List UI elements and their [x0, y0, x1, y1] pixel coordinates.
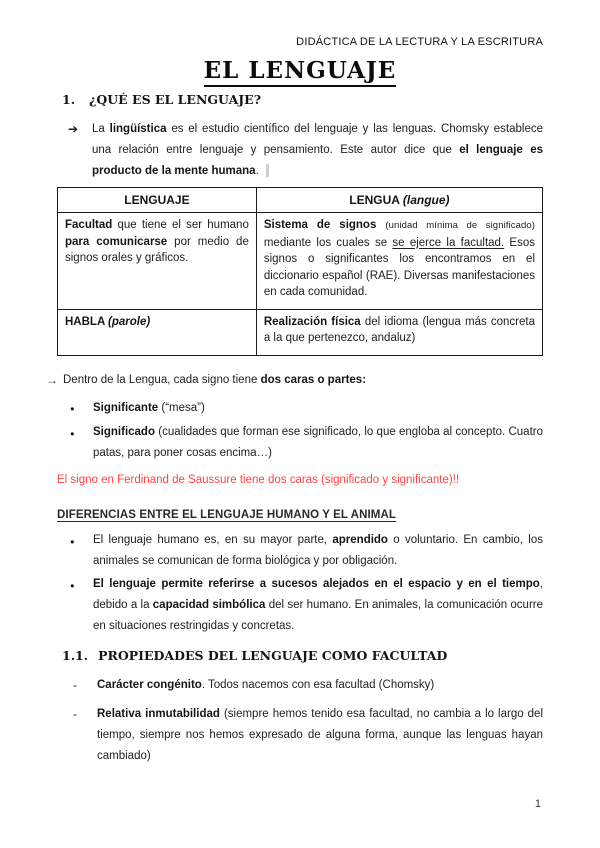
dash-relativa-inmutabilidad: [57, 704, 543, 767]
text-run-bold: dos caras o partes:: [260, 373, 367, 386]
text-run: por medio de signos orales y gráficos.: [65, 235, 249, 264]
text-run-bold-italic: (langue): [402, 193, 450, 207]
intro-paragraph: [57, 119, 543, 182]
intro-paragraph-text: [92, 119, 543, 182]
text-run: (siempre hemos tenido esa facultad, no cambia a lo largo del tiempo, siempre nos hemos expresado de alguna forma, aunque las lenguas hayan cambiado): [97, 708, 543, 762]
dash-caracter-congenito-text: [97, 675, 543, 696]
text-run: que tiene el ser humano: [112, 219, 249, 231]
text-run-bold: lingüística: [109, 123, 167, 135]
text-run-bold: HABLA: [65, 315, 109, 328]
text-run-bold: aprendido: [332, 534, 388, 546]
section-1-title: ¿QUÉ ES EL LENGUAJE?: [89, 92, 262, 107]
bullet-significado-text: [93, 422, 543, 464]
text-run: Dentro de la Lengua, cada signo tiene: [63, 373, 261, 386]
thin-arrow-icon: →: [46, 372, 58, 387]
dash-bullet-icon: -: [73, 678, 77, 692]
text-run-bold: Relativa inmutabilidad: [97, 708, 220, 720]
table-header-row: [58, 188, 543, 213]
bullet-significante-text: [93, 398, 543, 420]
document-title: [57, 57, 543, 87]
table-header-lenguaje: [58, 188, 257, 213]
text-run: (cualidades que forman ese significado, lo que engloba al concepto. Cuatro patas, para poner cosas encima…): [93, 426, 543, 459]
text-run: , debido a la: [93, 578, 543, 611]
text-run-bold: Realización física: [263, 315, 361, 328]
bullet-dot-icon: ●: [70, 428, 75, 438]
cell-realizacion-fisica: [256, 309, 542, 355]
document-title-text: EL LENGUAJE: [204, 57, 397, 87]
cell-habla: [58, 309, 257, 355]
text-run: mediante los cuales se: [263, 236, 393, 249]
section-1-1-number: 1.1.: [62, 648, 89, 663]
text-run-bold: Carácter congénito: [97, 679, 202, 691]
bullet-dot-icon: ●: [70, 536, 75, 546]
text-run: . Todos nacemos con esa facultad (Chomsky): [201, 679, 435, 691]
bullet-dot-icon: ●: [70, 404, 75, 413]
cell-sistema-de-signos: [256, 213, 542, 310]
dash-relativa-inmutabilidad-text: [97, 704, 543, 767]
text-run: La: [92, 123, 110, 135]
text-run-bold: LENGUAJE: [124, 193, 190, 207]
dentro-lengua-text: [63, 370, 543, 391]
text-run: .: [255, 165, 259, 177]
text-run-bold: para comunicarse: [65, 235, 168, 248]
bullet-significante: [57, 398, 543, 420]
text-run-bold: Significado: [93, 426, 155, 438]
text-run-bold-italic: (parole): [108, 315, 151, 328]
dash-caracter-congenito: [57, 675, 543, 696]
bullet-significado: [57, 422, 543, 464]
text-run-small: (unidad mínima de significado): [385, 220, 535, 231]
bullet-dot-icon: ●: [70, 580, 75, 590]
text-run-bold: Significante: [93, 401, 159, 414]
text-run: del idioma (lengua más concreta a la que pertenezco, andaluz): [263, 315, 535, 344]
text-run: El lenguaje humano es, en su mayor parte,: [93, 534, 333, 546]
bullet-capacidad-simbolica-text: [93, 574, 543, 637]
text-run-bold: LENGUA: [349, 193, 403, 207]
text-run-bold: capacidad simbólica: [152, 599, 266, 611]
text-run-bold: el lenguaje es producto de la mente humana: [92, 144, 543, 177]
saussure-red-note: El signo en Ferdinand de Saussure tiene dos caras (significado y significante)!!: [57, 474, 460, 486]
page-number: 1: [534, 798, 541, 810]
text-cursor-artifact: [266, 164, 269, 177]
section-1-1-title: PROPIEDADES DEL LENGUAJE COMO FACULTAD: [98, 648, 448, 663]
diferencias-heading: DIFERENCIAS ENTRE EL LENGUAJE HUMANO Y EL ANIMAL: [57, 509, 396, 521]
dash-bullet-icon: -: [73, 707, 77, 721]
text-run-bold: Sistema de signos: [263, 219, 386, 231]
arrow-bullet-icon: ➔: [68, 122, 79, 136]
table-header-lengua: [256, 188, 542, 213]
text-run: del ser humano. En animales, la comunicación ocurre en situaciones restringidas y concretas.: [93, 599, 544, 632]
course-header: DIDÁCTICA DE LA LECTURA Y LA ESCRITURA: [296, 36, 543, 48]
dentro-lengua-line: [46, 370, 543, 391]
bullet-lenguaje-aprendido: [57, 530, 543, 572]
cell-facultad: [58, 213, 257, 310]
bullet-capacidad-simbolica: [57, 574, 543, 637]
text-run: es el estudio científico del lenguaje y las lenguas. Chomsky establece una relación entre lenguaje y pensamiento. Este autor dice que: [92, 123, 543, 156]
text-run: o voluntario. En cambio, los animales se comunican de forma biológica y por obligación.: [93, 534, 543, 567]
section-1-heading: [57, 92, 543, 108]
section-1-number: 1.: [62, 92, 76, 107]
text-run: (“mesa”): [158, 401, 205, 414]
lenguaje-lengua-table: [57, 187, 543, 356]
section-1-1-heading: [57, 648, 543, 664]
bullet-lenguaje-aprendido-text: [93, 530, 543, 572]
text-run-bold: Facultad: [65, 219, 113, 231]
text-run: Esos signos o significantes los encontramos en el diccionario español (RAE). Diversas manifestaciones en cada comunidad.: [263, 236, 535, 298]
table-row-habla: [58, 309, 543, 355]
text-run-underlined: se ejerce la facultad.: [392, 236, 505, 249]
text-run-bold: El lenguaje permite referirse a sucesos alejados en el espacio y en el tiempo: [93, 578, 540, 590]
table-row-facultad: [58, 213, 543, 310]
